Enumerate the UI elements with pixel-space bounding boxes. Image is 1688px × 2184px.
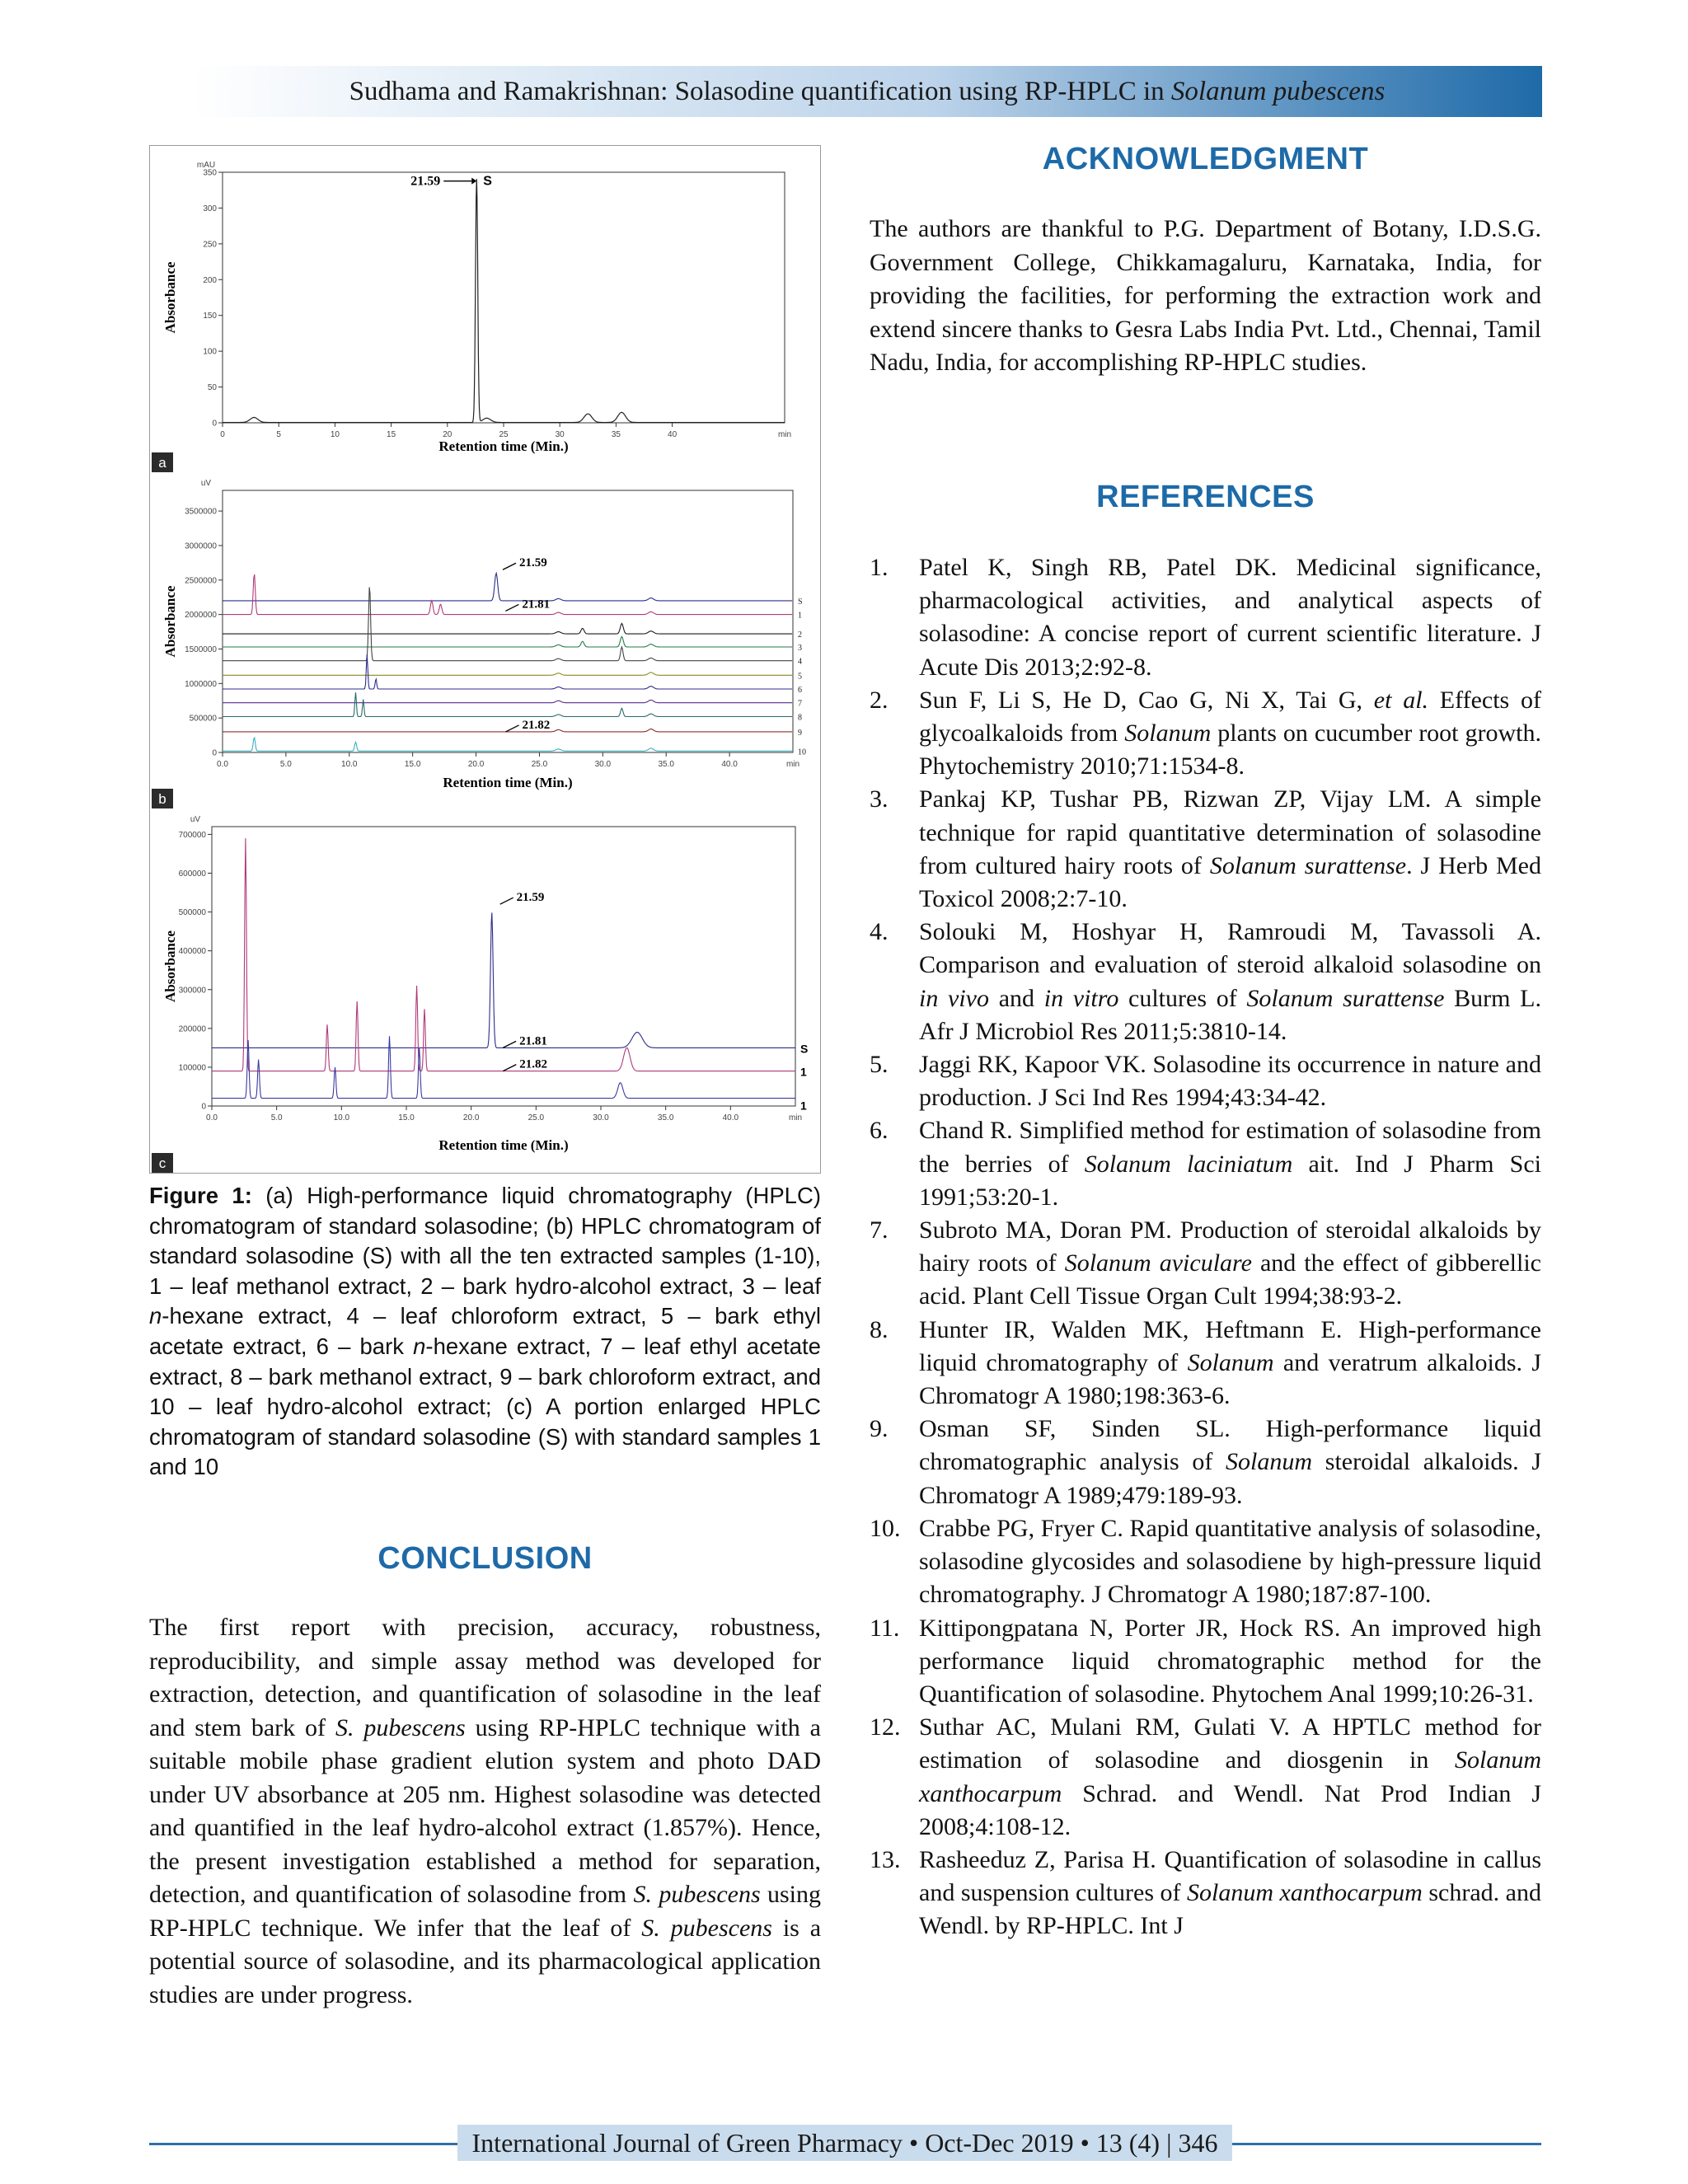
- y-tick-label: 100: [203, 347, 217, 357]
- peak-arrow: [506, 725, 519, 732]
- series-line-6: [223, 654, 792, 689]
- reference-item: 11. Kittipongpatana N, Porter JR, Hock RS. An improved high performance liquid chromatographic method for the Quantification of solasodine. Phytochem Anal 1999;10:26-31.: [870, 1612, 1541, 1712]
- x-tick-label: 10.0: [341, 760, 358, 769]
- reference-item: 7. Subroto MA, Doran PM. Production of steroidal alkaloids by hairy roots of Solanum aviculare and the effect of gibberellic acid. Plant Cell Tissue Organ Cult 1994;38:93-2.: [870, 1214, 1541, 1314]
- peak-arrow: [500, 898, 513, 904]
- x-axis-title: Retention time (Min.): [443, 775, 573, 790]
- peak-rt-label: 21.81: [522, 598, 551, 612]
- peak-rt-label: 21.59: [519, 556, 547, 570]
- x-unit-label: min: [788, 1113, 803, 1122]
- y-axis-title: Absorbance: [162, 261, 178, 334]
- reference-number: 12.: [870, 1713, 901, 1741]
- x-tick-label: 30: [555, 430, 565, 439]
- x-tick-label: 20.0: [467, 760, 485, 769]
- y-tick-label: 1500000: [185, 644, 217, 654]
- y-tick-label: 0: [201, 1102, 206, 1112]
- series-end-label: 1: [800, 1065, 807, 1079]
- x-axis-title: Retention time (Min.): [438, 438, 569, 454]
- y-tick-label: 700000: [178, 830, 206, 840]
- reference-number: 7.: [870, 1216, 889, 1244]
- peak-rt-label: 21.82: [519, 1057, 548, 1071]
- series-end-label: 1: [800, 1099, 807, 1113]
- reference-number: 9.: [870, 1415, 889, 1443]
- series-end-label: 10: [798, 748, 806, 757]
- y-unit-label: uV: [200, 479, 212, 488]
- y-tick-label: 50: [207, 383, 217, 393]
- y-tick-label: 3000000: [185, 541, 217, 551]
- reference-item: 12. Suthar AC, Mulani RM, Gulati V. A HPTLC method for estimation of solasodine and diosgenin in Solanum xanthocarpum Schrad. and Wendl. Nat Prod Indian J 2008;4:108-12.: [870, 1711, 1541, 1844]
- x-tick-label: 5.0: [279, 760, 292, 769]
- y-axis-title: Absorbance: [162, 585, 178, 658]
- footer-rule-left: [149, 2143, 458, 2145]
- y-tick-label: 300000: [178, 986, 206, 996]
- x-tick-label: 10.0: [333, 1113, 350, 1122]
- reference-number: 6.: [870, 1117, 889, 1145]
- series-line-S: [223, 574, 792, 601]
- y-tick-label: 500000: [178, 908, 206, 918]
- reference-number: 1.: [870, 554, 889, 581]
- reference-item: 4. Solouki M, Hoshyar H, Ramroudi M, Tavassoli A. Comparison and evaluation of steroid alkaloid solasodine on in vivo and in vitro cultures of Solanum surattense Burm L. Afr J Microbiol Res 2011;5:3810-14.: [870, 916, 1541, 1048]
- x-tick-label: 35: [611, 430, 621, 439]
- peak-arrow: [503, 1041, 516, 1047]
- reference-number: 11.: [870, 1614, 900, 1642]
- series-line-1: [223, 574, 792, 615]
- x-tick-label: 25.0: [531, 760, 548, 769]
- y-tick-label: 350: [203, 168, 217, 178]
- peak-arrow-head: [471, 178, 476, 185]
- conclusion-heading: CONCLUSION: [377, 1541, 593, 1576]
- series-end-label: 4: [798, 657, 802, 667]
- x-axis-title: Retention time (Min.): [438, 1137, 569, 1153]
- series-line-8: [223, 692, 792, 716]
- acknowledgment-heading: ACKNOWLEDGMENT: [1042, 142, 1369, 176]
- x-tick-label: 5: [276, 430, 281, 439]
- x-tick-label: 40.0: [722, 1113, 739, 1122]
- reference-list: [870, 551, 1541, 1943]
- y-tick-label: 150: [203, 312, 217, 321]
- y-tick-label: 500000: [189, 714, 217, 724]
- y-tick-label: 0: [212, 419, 217, 429]
- panel-label: c: [158, 1155, 166, 1171]
- plot-frame-c: [212, 827, 795, 1106]
- series-line-1: [212, 838, 795, 1071]
- y-tick-label: 1000000: [185, 679, 217, 689]
- series-end-label: S: [800, 1042, 809, 1056]
- x-tick-label: 40: [668, 430, 678, 439]
- y-tick-label: 0: [212, 748, 217, 758]
- x-tick-label: 35.0: [658, 760, 674, 769]
- plot-frame-b: [223, 490, 793, 752]
- x-tick-label: 15.0: [404, 760, 421, 769]
- series-line-2: [223, 624, 792, 635]
- x-tick-label: 0.0: [206, 1113, 218, 1122]
- x-tick-label: 35.0: [657, 1113, 674, 1122]
- peak-arrow: [503, 563, 516, 569]
- x-tick-label: 40.0: [721, 760, 738, 769]
- series-line-S: [212, 912, 795, 1047]
- peak-rt-label: 21.59: [516, 891, 545, 905]
- x-tick-label: 25.0: [528, 1113, 545, 1122]
- reference-item: 5. Jaggi RK, Kapoor VK. Solasodine its occurrence in nature and production. J Sci Ind Res 1994;43:34-42.: [870, 1048, 1541, 1114]
- reference-item: 8. Hunter IR, Walden MK, Heftmann E. High-performance liquid chromatography of Solanum and veratrum alkaloids. J Chromatogr A 1980;198:363-6.: [870, 1314, 1541, 1413]
- x-unit-label: min: [777, 430, 792, 439]
- y-tick-label: 400000: [178, 947, 206, 957]
- x-tick-label: 5.0: [270, 1113, 283, 1122]
- reference-number: 13.: [870, 1845, 901, 1873]
- y-tick-label: 100000: [178, 1063, 206, 1073]
- y-unit-label: uV: [190, 815, 201, 824]
- series-end-label: 6: [798, 686, 802, 696]
- reference-item: 6. Chand R. Simplified method for estimation of solasodine from the berries of Solanum laciniatum ait. Ind J Pharm Sci 1991;53:20-1.: [870, 1114, 1541, 1214]
- peak-name-label: S: [483, 174, 492, 189]
- series-line-5: [223, 673, 792, 675]
- figure-1: [149, 145, 821, 1174]
- x-tick-label: 25: [499, 430, 509, 439]
- figure-caption: Figure 1: (a) High-performance liquid chromatography (HPLC) chromatogram of standard solasodine; (b) HPLC chromatogram of standard solasodine (S) with all the ten extracted samples (1-10), 1 – leaf methanol extract, 2 – bark hydro-alcohol extract, 3 – leaf n-hexane extract, 4 – leaf chloroform extract, 5 – bark ethyl acetate extract, 6 – bark n-hexane extract, 7 – leaf ethyl acetate extract, 8 – bark methanol extract, 9 – bark chloroform extract, and 10 – leaf hydro-alcohol extract; (c) A portion enlarged HPLC chromatogram of standard solasodine (S) with standard samples 1 and 10: [149, 1183, 821, 1480]
- reference-item: 10. Crabbe PG, Fryer C. Rapid quantitative analysis of solasodine, solasodine glycosides and solasodiene by high-pressure liquid chromatography. J Chromatogr A 1980;187:87-100.: [870, 1512, 1541, 1612]
- reference-number: 4.: [870, 918, 889, 946]
- y-unit-label: mAU: [196, 161, 216, 170]
- reference-item: 9. Osman SF, Sinden SL. High-performance liquid chromatographic analysis of Solanum steroidal alkaloids. J Chromatogr A 1989;479:189-93.: [870, 1413, 1541, 1512]
- series-end-label: S: [798, 597, 803, 607]
- panel-label: a: [158, 455, 166, 471]
- running-header: [192, 66, 1542, 117]
- x-tick-label: 20.0: [462, 1113, 480, 1122]
- series-line-3: [223, 636, 792, 647]
- reference-number: 2.: [870, 686, 889, 714]
- series-end-label: 9: [798, 728, 802, 738]
- y-tick-label: 200: [203, 275, 217, 285]
- footer-citation: International Journal of Green Pharmacy • Oct-Dec 2019 • 13 (4) | 346: [457, 2125, 1232, 2161]
- series-line-1: [212, 1036, 795, 1098]
- series-line-S: [223, 179, 785, 422]
- x-tick-label: 15: [387, 430, 396, 439]
- peak-rt-label: 21.81: [519, 1034, 547, 1048]
- references-heading: REFERENCES: [1096, 480, 1315, 514]
- x-tick-label: 0: [220, 430, 225, 439]
- reference-item: 1. Patel K, Singh RB, Patel DK. Medicinal significance, pharmacological activities, and analytical aspects of solasodine: A concise report of current scientific literature. J Acute Dis 2013;2:92-8.: [870, 551, 1541, 684]
- series-end-label: 7: [798, 699, 802, 709]
- peak-arrow: [503, 1065, 516, 1071]
- reference-number: 8.: [870, 1315, 889, 1343]
- header-title: Sudhama and Ramakrishnan: Solasodine quantification using RP-HPLC in Solanum pubescens: [349, 77, 1386, 106]
- series-end-label: 5: [798, 672, 802, 682]
- footer-rule-right: [1231, 2143, 1541, 2145]
- y-tick-label: 300: [203, 204, 217, 213]
- x-tick-label: 15.0: [398, 1113, 415, 1122]
- series-line-4: [223, 588, 792, 661]
- panel-label: b: [158, 791, 166, 807]
- series-line-7: [223, 700, 792, 702]
- figure-1-chromatograms: [150, 146, 820, 1173]
- x-unit-label: min: [785, 760, 800, 769]
- y-tick-label: 2500000: [185, 576, 217, 586]
- peak-arrow: [505, 604, 518, 611]
- y-tick-label: 2000000: [185, 611, 217, 621]
- reference-number: 5.: [870, 1051, 889, 1079]
- plot-frame-a: [223, 172, 785, 423]
- reference-number: 10.: [870, 1514, 901, 1542]
- reference-item: 13. Rasheeduz Z, Parisa H. Quantification of solasodine in callus and suspension cultures of Solanum xanthocarpum schrad. and Wendl. by RP-HPLC. Int J: [870, 1844, 1541, 1943]
- x-tick-label: 20: [443, 430, 452, 439]
- series-end-label: 8: [798, 713, 802, 723]
- conclusion-paragraph: The first report with precision, accuracy, robustness, reproducibility, and simple assay method was developed for extraction, detection, and quantification of solasodine in the leaf and stem bark of S. pubescens using RP-HPLC technique with a suitable mobile phase gradient elution system and photo DAD under UV absorbance at 205 nm. Highest solasodine was detected and quantified in the leaf hydro-alcohol extract (1.857%). Hence, the present investigation established a method for separation, detection, and quantification of solasodine from S. pubescens using RP-HPLC technique. We infer that the leaf of S. pubescens is a potential source of solasodine, and its pharmacological application studies are under progress.: [149, 1614, 822, 2008]
- reference-item: 3. Pankaj KP, Tushar PB, Rizwan ZP, Vijay LM. A simple technique for rapid quantitative determination of solasodine from cultured hairy roots of Solanum surattense. J Herb Med Toxicol 2008;2:7-10.: [870, 783, 1541, 916]
- series-line-10: [223, 738, 792, 751]
- reference-number: 3.: [870, 785, 889, 813]
- x-tick-label: 10: [330, 430, 340, 439]
- series-end-label: 1: [798, 611, 802, 621]
- acknowledgment-paragraph: The authors are thankful to P.G. Department of Botany, I.D.S.G. Government College, Chikkamagaluru, Karnataka, India, for providing the facilities, for performing the extraction work and extend sincere thanks to Gesra Labs India Pvt. Ltd., Chennai, Tamil Nadu, India, for accomplishing RP-HPLC studies.: [870, 215, 1541, 376]
- series-end-label: 3: [798, 643, 802, 653]
- series-end-label: 2: [798, 630, 802, 640]
- x-tick-label: 0.0: [217, 760, 228, 769]
- x-tick-label: 30.0: [594, 760, 612, 769]
- y-tick-label: 600000: [178, 869, 206, 879]
- y-tick-label: 200000: [178, 1024, 206, 1034]
- y-tick-label: 250: [203, 240, 217, 250]
- y-tick-label: 3500000: [185, 507, 217, 517]
- reference-item: 2. Sun F, Li S, He D, Cao G, Ni X, Tai G, et al. Effects of glycoalkaloids from Solanum plants on cucumber root growth. Phytochemistry 2010;71:1534-8.: [870, 684, 1541, 784]
- y-axis-title: Absorbance: [162, 930, 178, 1002]
- peak-rt-label: 21.59: [410, 174, 441, 189]
- peak-rt-label: 21.82: [522, 718, 551, 732]
- x-tick-label: 30.0: [593, 1113, 609, 1122]
